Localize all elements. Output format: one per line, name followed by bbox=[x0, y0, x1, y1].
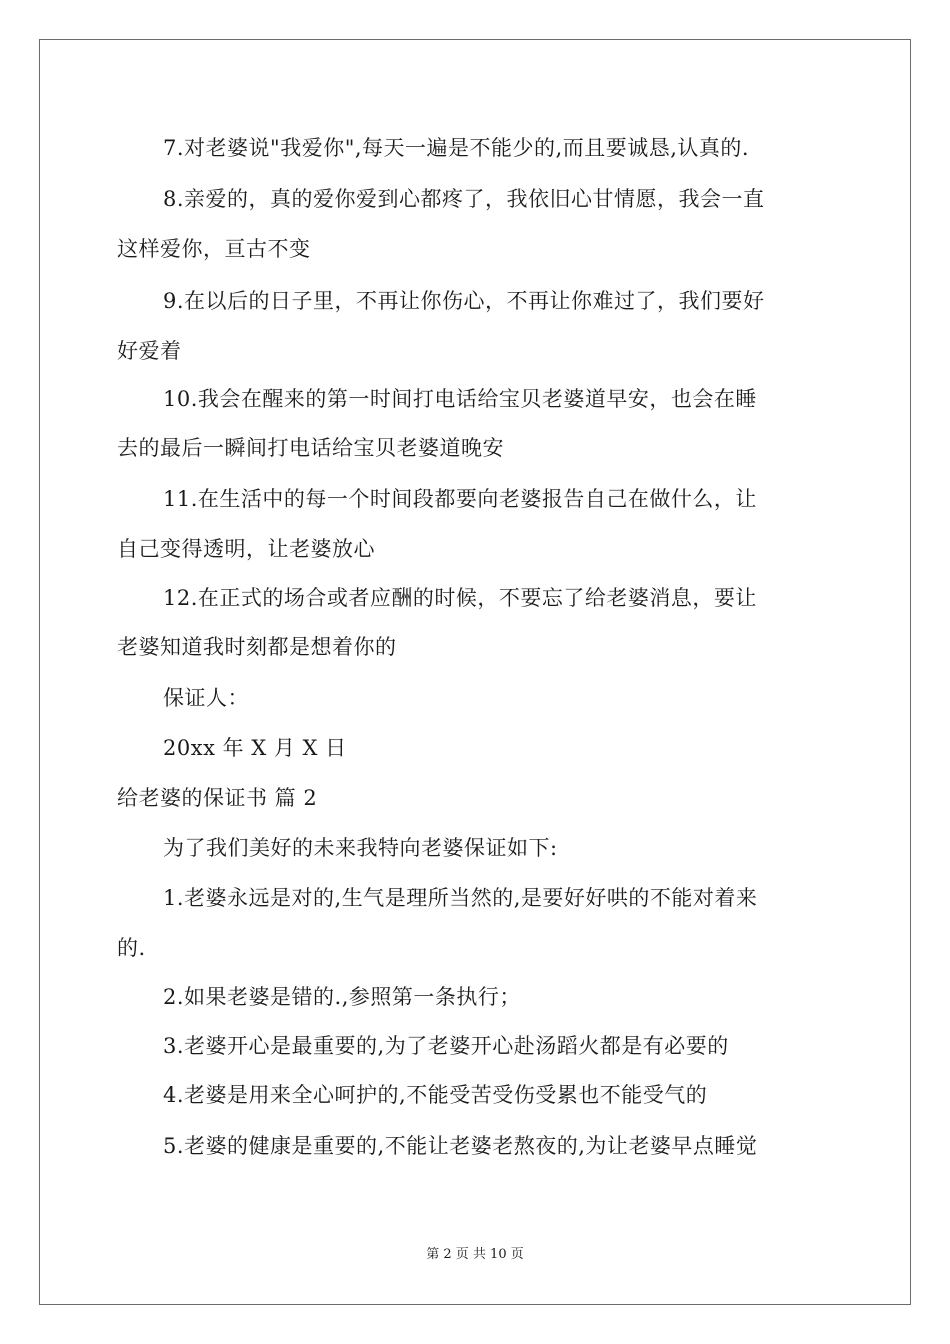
pledge-item-4: 4.老婆是用来全心呵护的,不能受苦受伤受累也不能受气的 bbox=[163, 1083, 708, 1107]
pledge-item-1: 1.老婆永远是对的,生气是理所当然的,是要好好哄的不能对着来 bbox=[163, 886, 758, 910]
page-number-footer: 第 2 页 共 10 页 bbox=[426, 1247, 524, 1262]
pledge-item-1-cont: 的. bbox=[117, 936, 146, 960]
paragraph-item-12-cont: 老婆知道我时刻都是想着你的 bbox=[117, 635, 397, 659]
pledge-item-2: 2.如果老婆是错的.,参照第一条执行； bbox=[163, 985, 521, 1009]
paragraph-item-12: 12.在正式的场合或者应酬的时候，不要忘了给老婆消息，要让 bbox=[163, 586, 757, 610]
paragraph-item-7: 7.对老婆说"我爱你",每天一遍是不能少的,而且要诚恳,认真的. bbox=[163, 136, 750, 160]
page-border bbox=[39, 39, 911, 1305]
paragraph-item-10: 10.我会在醒来的第一时间打电话给宝贝老婆道早安，也会在睡 bbox=[163, 387, 757, 411]
section-intro: 为了我们美好的未来我特向老婆保证如下: bbox=[163, 836, 558, 860]
date-line: 20xx 年 X 月 X 日 bbox=[163, 736, 347, 760]
paragraph-item-9: 9.在以后的日子里，不再让你伤心，不再让你难过了，我们要好 bbox=[163, 289, 765, 313]
paragraph-item-8-cont: 这样爱你，亘古不变 bbox=[117, 237, 311, 261]
paragraph-item-9-cont: 好爱着 bbox=[117, 339, 182, 363]
section-heading: 给老婆的保证书 篇 2 bbox=[117, 786, 318, 810]
paragraph-item-11: 11.在生活中的每一个时间段都要向老婆报告自己在做什么，让 bbox=[163, 487, 757, 511]
paragraph-item-10-cont: 去的最后一瞬间打电话给宝贝老婆道晚安 bbox=[117, 436, 504, 460]
paragraph-item-11-cont: 自己变得透明，让老婆放心 bbox=[117, 537, 375, 561]
pledge-item-3: 3.老婆开心是最重要的,为了老婆开心赴汤蹈火都是有必要的 bbox=[163, 1034, 729, 1058]
paragraph-item-8: 8.亲爱的，真的爱你爱到心都疼了，我依旧心甘情愿，我会一直 bbox=[163, 187, 765, 211]
guarantor-label: 保证人： bbox=[163, 686, 249, 710]
pledge-item-5: 5.老婆的健康是重要的,不能让老婆老熬夜的,为让老婆早点睡觉 bbox=[163, 1134, 758, 1158]
